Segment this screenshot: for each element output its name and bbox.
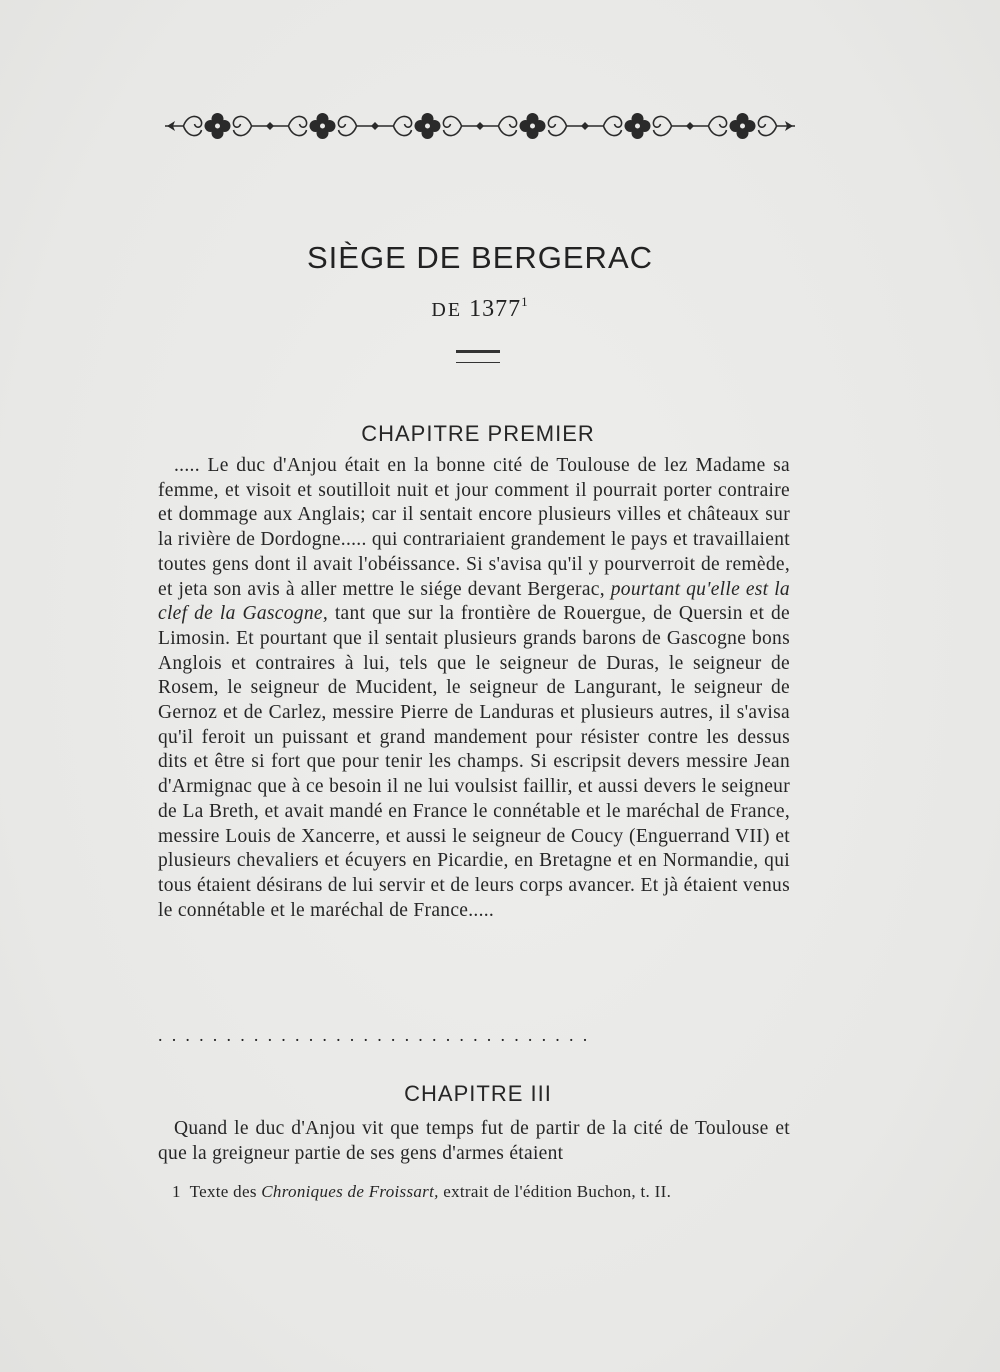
paragraph-part-a: ..... Le duc d'Anjou était en la bonne cité de Toulouse de lez Madame sa femme, et visoit et soutilloit nuit et jour comment il pourrait porter contraire et dommage aux Anglais; car il sentait encore plusieurs villes et châteaux sur la rivière de Dordogne..... qui contrariaient grandement le pays et travaillaient toutes gens dont il avait l'obéissance. Si s'avisa qu'il y pourverroit de remède, et jeta son avis à aller mettre le siége devant Bergerac, <box>158 455 790 600</box>
paragraph-italic-phrase: pourtant qu'elle est la clef de la Gascogne, <box>158 578 790 625</box>
subtitle-prefix: DE <box>431 299 463 321</box>
omission-dots: ................................ <box>158 1025 597 1045</box>
decorative-ornament-band <box>165 108 795 144</box>
subtitle-year: 1377 <box>469 296 522 322</box>
page-title: SIÈGE DE BERGERAC <box>306 240 654 275</box>
paragraph-part-b: tant que sur la frontière de Rouergue, de Quersin et de Limosin. Et pourtant que il sentait plusieurs grands barons de Gascogne bons Anglois et contraires à lui, tels que le seigneur de Duras, le seigneur de Rosem, le seigneur de Mucident, le seigneur de Langurant, le seigneur de Gernoz et de Carlez, messire Pierre de Landuras et plusieurs autres, il s'avisa qu'il feroit un puissant et grand mandement pour résister contre les dessus dits et être si fort que pour tenir les champs. Si escripsit devers messire Jean d'Armignac que à ce besoin il ne lui voulsist faillir, et aussi devers le seigneur de La Breth, et avait mandé en France le connétable et le maréchal de France, messire Louis de Xancerre, et aussi le seigneur de Coucy (Enguerrand VII) et plusieurs chevaliers et écuyers en Picardie, en Bretagne et en Normandie, qui tous étaient désirans de lui servir et de leurs corps avancer. Et jà étaient venus le connétable et le maréchal de France..... <box>158 603 790 921</box>
chapter-premier-paragraph <box>158 454 790 923</box>
page-subtitle <box>0 296 960 323</box>
chapter-premier-heading: CHAPITRE PREMIER <box>361 421 595 446</box>
footnote-number: 1 <box>172 1182 181 1201</box>
footnote-italic-title: Chroniques de Froissart, <box>261 1182 439 1201</box>
chapter-iii-paragraph: Quand le duc d'Anjou vit que temps fut de partir de la cité de Toulouse et que la greigneur partie de ses gens d'armes étaient <box>158 1118 790 1164</box>
footnote-text-b: extrait de l'édition Buchon, t. II. <box>443 1182 672 1201</box>
title-divider <box>456 350 500 363</box>
ornament-motif <box>266 113 375 139</box>
ornament-motif <box>371 113 480 139</box>
ornament-motif <box>581 113 690 139</box>
chapter-premier-text <box>158 454 790 923</box>
ornament-motif <box>165 113 270 139</box>
ornament-motif <box>476 113 585 139</box>
footnote <box>172 1182 792 1202</box>
ornament-motif <box>686 113 795 139</box>
footnote-reference: 1 <box>521 294 529 309</box>
chapter-iii-heading: CHAPITRE III <box>404 1081 552 1106</box>
chapter-iii-text <box>158 1117 790 1166</box>
footnote-text-a: Texte des <box>189 1182 257 1201</box>
